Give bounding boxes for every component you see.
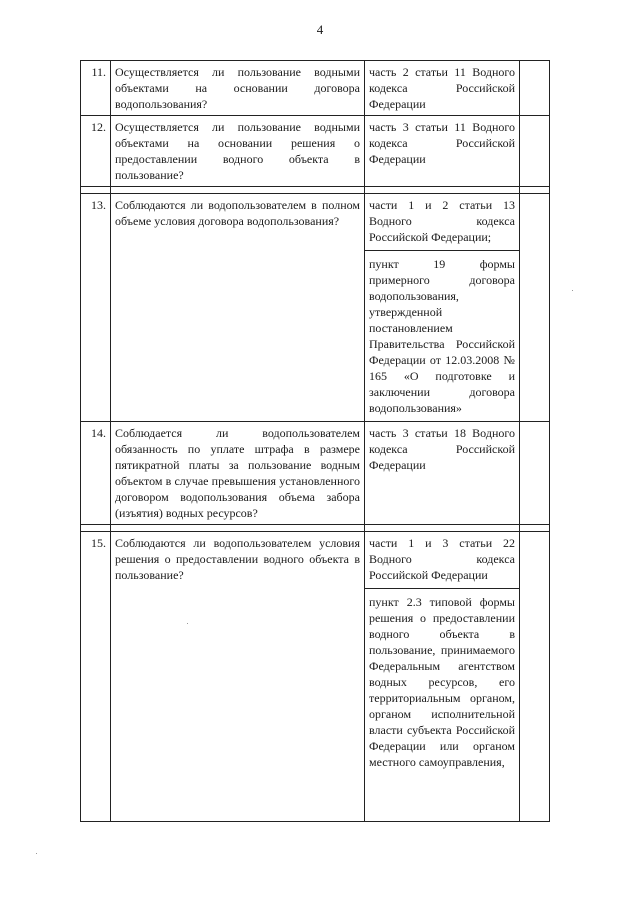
legal-reference-cell bbox=[365, 422, 520, 525]
row-separator bbox=[81, 525, 550, 532]
question-cell: Соблюдаются ли водопользователем условия решения о предоставлении водного объекта в пользование? bbox=[111, 532, 365, 822]
row-number: 12. bbox=[81, 116, 111, 187]
question-cell: Осуществляется ли пользование водными объектами на основании решения о предоставлении водного объекта в пользование? bbox=[111, 116, 365, 187]
page-number: 4 bbox=[316, 22, 324, 37]
notes-cell bbox=[520, 116, 550, 187]
legal-reference: пункт 19 формы примерного договора водопользования, утвержденной постановлением Правительства Российской Федерации от 12.03.2008 № 165 «О подготовке и заключении договора водопользования» bbox=[365, 250, 519, 416]
checklist-table bbox=[80, 60, 550, 822]
notes-cell bbox=[520, 61, 550, 116]
question-cell: Соблюдаются ли водопользователем в полном объеме условия договора водопользования? bbox=[111, 194, 365, 422]
table-row bbox=[81, 532, 550, 822]
scan-speck bbox=[187, 623, 188, 624]
legal-reference-cell bbox=[365, 532, 520, 822]
scan-speck bbox=[572, 290, 573, 291]
row-number: 13. bbox=[81, 194, 111, 422]
question-cell: Соблюдается ли водопользователем обязанность по уплате штрафа в размере пятикратной платы за пользование водным объектом в случае превышения установленного договором водопользования объема забора (изъятия) водных ресурсов? bbox=[111, 422, 365, 525]
legal-reference: часть 2 статьи 11 Водного кодекса Российской Федерации bbox=[369, 65, 515, 111]
notes-cell bbox=[520, 532, 550, 822]
notes-cell bbox=[520, 194, 550, 422]
row-separator bbox=[81, 187, 550, 194]
table-row bbox=[81, 422, 550, 525]
legal-reference-cell bbox=[365, 61, 520, 116]
legal-reference: часть 3 статьи 18 Водного кодекса Российской Федерации bbox=[369, 426, 515, 472]
legal-reference: части 1 и 2 статьи 13 Водного кодекса Российской Федерации; bbox=[369, 198, 515, 244]
legal-reference-cell bbox=[365, 194, 520, 422]
question-cell: Осуществляется ли пользование водными объектами на основании договора водопользования? bbox=[111, 61, 365, 116]
scan-speck bbox=[36, 853, 37, 854]
row-number: 11. bbox=[81, 61, 111, 116]
legal-reference: части 1 и 3 статьи 22 Водного кодекса Российской Федерации bbox=[369, 536, 515, 582]
notes-cell bbox=[520, 422, 550, 525]
table-row bbox=[81, 194, 550, 422]
legal-reference: пункт 2.3 типовой формы решения о предоставлении водного объекта в пользование, принимаемого Федеральным агентством водных ресурсов, его территориальным органом, органом исполнительной власти субъекта Российской Федерации или органом местного самоуправления, bbox=[365, 588, 519, 770]
row-number: 15. bbox=[81, 532, 111, 822]
legal-reference: часть 3 статьи 11 Водного кодекса Российской Федерации bbox=[369, 120, 515, 166]
row-number: 14. bbox=[81, 422, 111, 525]
table-row bbox=[81, 116, 550, 187]
legal-reference-cell bbox=[365, 116, 520, 187]
table-row bbox=[81, 61, 550, 116]
